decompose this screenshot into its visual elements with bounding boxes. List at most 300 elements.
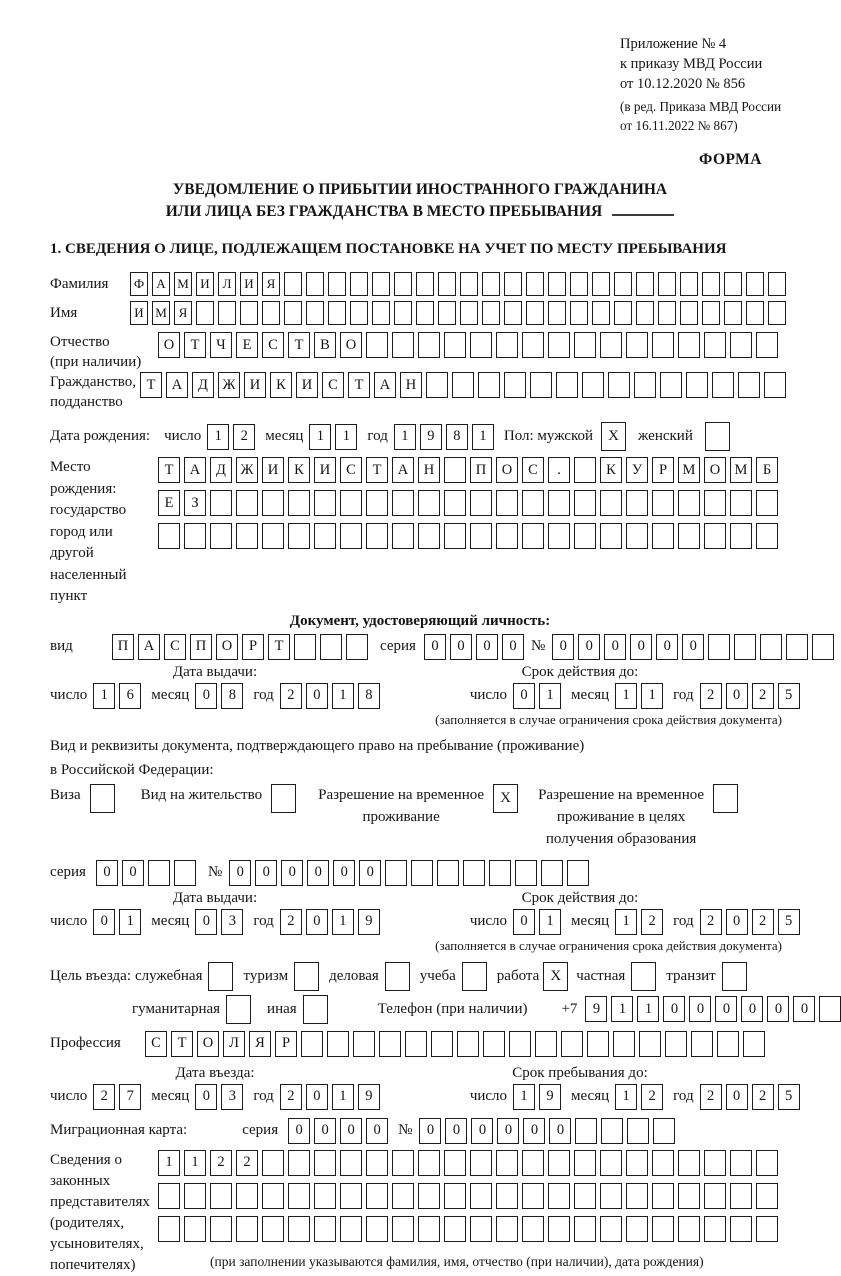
migration-series-cells [288, 1118, 388, 1144]
filled-cell: 1 [539, 909, 561, 935]
residence-doc-note: (заполняется в случае ограничения срока действия документа) [435, 937, 782, 953]
representatives-row2-cells [158, 1183, 778, 1209]
residence-valid-label: Срок действия до: [521, 889, 639, 906]
empty-cell [262, 523, 284, 549]
empty-cell [392, 332, 414, 358]
filled-cell: Е [158, 490, 180, 516]
empty-cell [548, 301, 566, 325]
temp-residence-checkbox [493, 784, 518, 813]
empty-cell [705, 422, 730, 451]
filled-cell: 2 [93, 1084, 115, 1110]
empty-cell [548, 332, 570, 358]
filled-cell: М [678, 457, 700, 483]
empty-cell [444, 332, 466, 358]
citizenship-cells [140, 372, 786, 398]
purpose-option-business: деловая [329, 962, 410, 991]
empty-cell [548, 1183, 570, 1209]
residence-issue-label: Дата выдачи: [172, 889, 258, 906]
empty-cell [626, 523, 648, 549]
filled-cell: 0 [552, 634, 574, 660]
empty-cell [210, 1216, 232, 1242]
filled-cell: Т [184, 332, 206, 358]
purpose-option-transit: транзит [666, 962, 746, 991]
empty-cell [504, 272, 522, 296]
order-date-line: от 10.12.2020 № 856 [620, 76, 746, 92]
empty-cell [570, 272, 588, 296]
empty-cell [575, 1118, 597, 1144]
filled-cell: X [601, 422, 626, 451]
empty-cell [452, 372, 474, 398]
empty-cell [496, 1150, 518, 1176]
filled-cell: Л [218, 272, 236, 296]
empty-cell [548, 490, 570, 516]
filled-cell: Т [158, 457, 180, 483]
empty-cell [722, 962, 747, 991]
empty-cell [444, 457, 466, 483]
filled-cell: 0 [307, 860, 329, 886]
option-temp-residence-education: Разрешение на временное проживание в целях получения образования [538, 784, 738, 850]
filled-cell: 2 [700, 1084, 722, 1110]
migration-card-row [50, 1118, 790, 1144]
identity-doc-note: (заполняется в случае ограничения срока действия документа) [435, 711, 782, 727]
empty-cell [756, 1183, 778, 1209]
filled-cell: 0 [306, 683, 328, 709]
empty-cell [418, 490, 440, 516]
issue-date-group: число 1 6 месяц 0 8 год 2 0 1 8 [50, 683, 380, 709]
transit-checkbox [722, 962, 747, 991]
filled-cell: 0 [96, 860, 118, 886]
empty-cell [652, 1216, 674, 1242]
filled-cell: 9 [539, 1084, 561, 1110]
doc-series-cells [424, 634, 524, 660]
empty-cell [652, 490, 674, 516]
empty-cell [724, 272, 742, 296]
filled-cell: 0 [767, 996, 789, 1022]
filled-cell: . [548, 457, 570, 483]
empty-cell [556, 372, 578, 398]
filled-cell: 2 [210, 1150, 232, 1176]
empty-cell [764, 372, 786, 398]
empty-cell [652, 1183, 674, 1209]
residence-permit-checkbox [271, 784, 296, 813]
empty-cell [730, 1150, 752, 1176]
empty-cell [496, 1183, 518, 1209]
empty-cell [470, 1150, 492, 1176]
filled-cell: 0 [689, 996, 711, 1022]
empty-cell [652, 1150, 674, 1176]
empty-cell [627, 1118, 649, 1144]
empty-cell [262, 1150, 284, 1176]
empty-cell [665, 1031, 687, 1057]
birthplace-cells-rows [158, 457, 778, 549]
filled-cell: 2 [700, 683, 722, 709]
official-checkbox [208, 962, 233, 991]
filled-cell: 6 [119, 683, 141, 709]
filled-cell: 2 [752, 909, 774, 935]
sex-female-checkbox [705, 422, 730, 451]
empty-cell [786, 634, 808, 660]
empty-cell [416, 272, 434, 296]
issue-day-cells [93, 683, 141, 709]
entry-date-labels [50, 1065, 790, 1082]
filled-cell: 9 [358, 909, 380, 935]
empty-cell [437, 860, 459, 886]
empty-cell [730, 1183, 752, 1209]
empty-cell [522, 1183, 544, 1209]
filled-cell: 0 [604, 634, 626, 660]
empty-cell [314, 523, 336, 549]
filled-cell: М [152, 301, 170, 325]
filled-cell: 1 [93, 683, 115, 709]
filled-cell: 5 [778, 909, 800, 935]
empty-cell [196, 301, 214, 325]
option-residence-permit: Вид на жительство [141, 784, 296, 813]
filled-cell: 2 [752, 1084, 774, 1110]
filled-cell: П [470, 457, 492, 483]
entry-month-cells [195, 1084, 243, 1110]
empty-cell [226, 995, 251, 1024]
doc-number-label: № [530, 638, 546, 654]
empty-cell [314, 1150, 336, 1176]
empty-cell [405, 1031, 427, 1057]
migration-series-label: серия [242, 1122, 279, 1138]
section1-heading: 1. СВЕДЕНИЯ О ЛИЦЕ, ПОДЛЕЖАЩЕМ ПОСТАНОВКЕ НА УЧЕТ ПО МЕСТУ ПРЕБЫВАНИЯ [50, 241, 727, 257]
empty-cell [526, 301, 544, 325]
residence-valid-day-cells [513, 909, 561, 935]
empty-cell [184, 1216, 206, 1242]
filled-cell: 0 [497, 1118, 519, 1144]
empty-cell [418, 332, 440, 358]
empty-cell [366, 490, 388, 516]
residence-series-label: серия [50, 864, 86, 880]
empty-cell [288, 1183, 310, 1209]
birth-day-cells [207, 424, 255, 450]
filled-cell: 1 [539, 683, 561, 709]
empty-cell [812, 634, 834, 660]
empty-cell [639, 1031, 661, 1057]
surname-label: Фамилия [50, 275, 109, 292]
empty-cell [756, 523, 778, 549]
empty-cell [262, 490, 284, 516]
filled-cell: И [262, 457, 284, 483]
filled-cell: О [216, 634, 238, 660]
identity-doc-kind-row [50, 634, 790, 660]
birthplace-row1-cells [158, 457, 778, 483]
appendix-line: Приложение № 4 [620, 36, 727, 52]
empty-cell [236, 523, 258, 549]
month-label: месяц [265, 428, 304, 444]
residence-doc-date-labels [50, 890, 790, 907]
filled-cell: 0 [450, 634, 472, 660]
empty-cell [444, 1150, 466, 1176]
filled-cell: 0 [314, 1118, 336, 1144]
empty-cell [678, 332, 700, 358]
empty-cell [306, 272, 324, 296]
empty-cell [653, 1118, 675, 1144]
forma-label: ФОРМА [698, 151, 762, 168]
empty-cell [691, 1031, 713, 1057]
empty-cell [306, 301, 324, 325]
empty-cell [460, 272, 478, 296]
empty-cell [294, 962, 319, 991]
empty-cell [601, 1118, 623, 1144]
residence-series-cells [96, 860, 196, 886]
empty-cell [756, 490, 778, 516]
filled-cell: 2 [641, 1084, 663, 1110]
empty-cell [394, 301, 412, 325]
filled-cell: Ж [236, 457, 258, 483]
empty-cell [600, 1150, 622, 1176]
filled-cell: З [184, 490, 206, 516]
identity-doc-dates-row [50, 683, 793, 709]
empty-cell [567, 860, 589, 886]
doc-series-label: серия [380, 638, 416, 654]
filled-cell: 0 [656, 634, 678, 660]
filled-cell: О [158, 332, 180, 358]
residence-issue-day-cells [93, 909, 141, 935]
empty-cell [678, 490, 700, 516]
birth-month-cells [309, 424, 357, 450]
empty-cell [340, 490, 362, 516]
residence-valid-year-cells [700, 909, 800, 935]
filled-cell: А [138, 634, 160, 660]
entry-day-cells [93, 1084, 141, 1110]
filled-cell: 0 [630, 634, 652, 660]
empty-cell [708, 634, 730, 660]
filled-cell: О [197, 1031, 219, 1057]
filled-cell: 0 [288, 1118, 310, 1144]
filled-cell: 0 [255, 860, 277, 886]
empty-cell [613, 1031, 635, 1057]
entry-date-group: число 2 7 месяц 0 3 год 2 0 1 9 [50, 1084, 380, 1110]
filled-cell: 1 [332, 1084, 354, 1110]
visa-checkbox [90, 784, 115, 813]
residence-issue-year-cells [280, 909, 380, 935]
empty-cell [496, 523, 518, 549]
empty-cell [284, 301, 302, 325]
empty-cell [614, 272, 632, 296]
empty-cell [90, 784, 115, 813]
empty-cell [470, 1216, 492, 1242]
edition-date-line: от 16.11.2022 № 867) [620, 118, 738, 133]
filled-cell: С [164, 634, 186, 660]
empty-cell [530, 372, 552, 398]
form-title-line2: ИЛИ ЛИЦА БЕЗ ГРАЖДАНСТВА В МЕСТО ПРЕБЫВАНИЯ [50, 201, 790, 223]
residence-doc-dates-row [50, 909, 793, 935]
empty-cell [548, 1150, 570, 1176]
empty-cell [756, 1216, 778, 1242]
empty-cell [658, 301, 676, 325]
filled-cell: К [600, 457, 622, 483]
purpose-row [50, 962, 790, 991]
filled-cell: В [314, 332, 336, 358]
representatives-row1-cells [158, 1150, 778, 1176]
filled-cell: А [166, 372, 188, 398]
empty-cell [284, 272, 302, 296]
patronymic-row [50, 332, 790, 372]
stay-until-label: Срок пребывания до: [512, 1064, 648, 1081]
issue-date-label: Дата выдачи: [172, 663, 258, 680]
option-visa: Виза [50, 784, 115, 813]
empty-cell [418, 1150, 440, 1176]
filled-cell: 9 [420, 424, 442, 450]
empty-cell [340, 1216, 362, 1242]
empty-cell [678, 523, 700, 549]
empty-cell [418, 1216, 440, 1242]
filled-cell: 0 [471, 1118, 493, 1144]
empty-cell [608, 372, 630, 398]
filled-cell: А [374, 372, 396, 398]
citizenship-row [50, 372, 790, 412]
empty-cell [587, 1031, 609, 1057]
empty-cell [548, 523, 570, 549]
filled-cell: 0 [93, 909, 115, 935]
residence-issue-group: число 0 1 месяц 0 3 год 2 0 1 9 [50, 909, 380, 935]
stay-year-cells [700, 1084, 800, 1110]
empty-cell [353, 1031, 375, 1057]
valid-day-cells [513, 683, 561, 709]
representatives-caption: (при заполнении указываются фамилия, имя, отчество (при наличии), дата рождения) [210, 1253, 704, 1269]
filled-cell: 8 [358, 683, 380, 709]
filled-cell: 0 [663, 996, 685, 1022]
filled-cell: С [145, 1031, 167, 1057]
empty-cell [372, 301, 390, 325]
filled-cell: 8 [221, 683, 243, 709]
empty-cell [717, 1031, 739, 1057]
purpose-option-humanitarian: гуманитарная [132, 995, 251, 1024]
filled-cell: Т [171, 1031, 193, 1057]
filled-cell: 9 [358, 1084, 380, 1110]
empty-cell [522, 523, 544, 549]
sex-female-label: женский [638, 428, 693, 444]
empty-cell [626, 332, 648, 358]
firstname-row [50, 301, 790, 325]
empty-cell [819, 996, 841, 1022]
filled-cell: 1 [615, 909, 637, 935]
empty-cell [288, 1216, 310, 1242]
empty-cell [592, 272, 610, 296]
empty-cell [626, 490, 648, 516]
filled-cell: 1 [332, 909, 354, 935]
filled-cell: 1 [184, 1150, 206, 1176]
empty-cell [496, 490, 518, 516]
filled-cell: 0 [578, 634, 600, 660]
filled-cell: 0 [502, 634, 524, 660]
citizenship-label: Гражданство, подданство [50, 374, 137, 410]
filled-cell: Т [140, 372, 162, 398]
purpose-option-work: работа X [497, 962, 569, 991]
filled-cell: Я [249, 1031, 271, 1057]
filled-cell: Я [262, 272, 280, 296]
empty-cell [438, 272, 456, 296]
empty-cell [522, 1216, 544, 1242]
filled-cell: 2 [700, 909, 722, 935]
empty-cell [504, 301, 522, 325]
filled-cell: 1 [332, 683, 354, 709]
filled-cell: 1 [615, 683, 637, 709]
filled-cell: М [174, 272, 192, 296]
doc-kind-label: вид [50, 638, 73, 654]
filled-cell: И [244, 372, 266, 398]
tourism-checkbox [294, 962, 319, 991]
valid-date-group: число 0 1 месяц 1 1 год 2 0 2 5 [470, 683, 800, 709]
empty-cell [236, 1183, 258, 1209]
filled-cell: 0 [549, 1118, 571, 1144]
filled-cell: 0 [523, 1118, 545, 1144]
phone-prefix: +7 [561, 1000, 578, 1017]
filled-cell: 2 [752, 683, 774, 709]
stay-date-group: число 1 9 месяц 1 2 год 2 0 2 5 [470, 1084, 800, 1110]
sex-male-checkbox [601, 422, 626, 451]
filled-cell: П [190, 634, 212, 660]
issue-month-cells [195, 683, 243, 709]
empty-cell [462, 962, 487, 991]
entry-year-cells [280, 1084, 380, 1110]
filled-cell: 0 [419, 1118, 441, 1144]
empty-cell [574, 490, 596, 516]
empty-cell [438, 301, 456, 325]
empty-cell [392, 1150, 414, 1176]
empty-cell [652, 332, 674, 358]
empty-cell [210, 490, 232, 516]
empty-cell [288, 490, 310, 516]
filled-cell: Б [756, 457, 778, 483]
empty-cell [158, 523, 180, 549]
purpose-label: Цель въезда: [50, 967, 131, 984]
study-checkbox [462, 962, 487, 991]
purpose-option-other: иная [267, 995, 328, 1024]
filled-cell: К [288, 457, 310, 483]
filled-cell: П [112, 634, 134, 660]
filled-cell: С [522, 457, 544, 483]
empty-cell [328, 301, 346, 325]
filled-cell: 1 [615, 1084, 637, 1110]
profession-cells [145, 1031, 765, 1057]
empty-cell [582, 372, 604, 398]
filled-cell: О [704, 457, 726, 483]
empty-cell [174, 860, 196, 886]
filled-cell: И [314, 457, 336, 483]
filled-cell: Д [192, 372, 214, 398]
empty-cell [184, 523, 206, 549]
empty-cell [704, 1183, 726, 1209]
filled-cell: Р [275, 1031, 297, 1057]
empty-cell [704, 1216, 726, 1242]
day-label: число [164, 428, 202, 444]
birthplace-block [50, 457, 790, 608]
empty-cell [561, 1031, 583, 1057]
empty-cell [548, 272, 566, 296]
filled-cell: 0 [195, 909, 217, 935]
filled-cell: 1 [207, 424, 229, 450]
empty-cell [416, 301, 434, 325]
filled-cell: 3 [221, 909, 243, 935]
filled-cell: Т [288, 332, 310, 358]
firstname-label: Имя [50, 304, 78, 321]
empty-cell [730, 332, 752, 358]
empty-cell [460, 301, 478, 325]
empty-cell [600, 332, 622, 358]
filled-cell: 9 [585, 996, 607, 1022]
filled-cell: 0 [513, 909, 535, 935]
filled-cell: 1 [472, 424, 494, 450]
patronymic-cells [158, 332, 778, 358]
empty-cell [379, 1031, 401, 1057]
filled-cell: С [262, 332, 284, 358]
empty-cell [210, 1183, 232, 1209]
empty-cell [746, 272, 764, 296]
empty-cell [158, 1216, 180, 1242]
